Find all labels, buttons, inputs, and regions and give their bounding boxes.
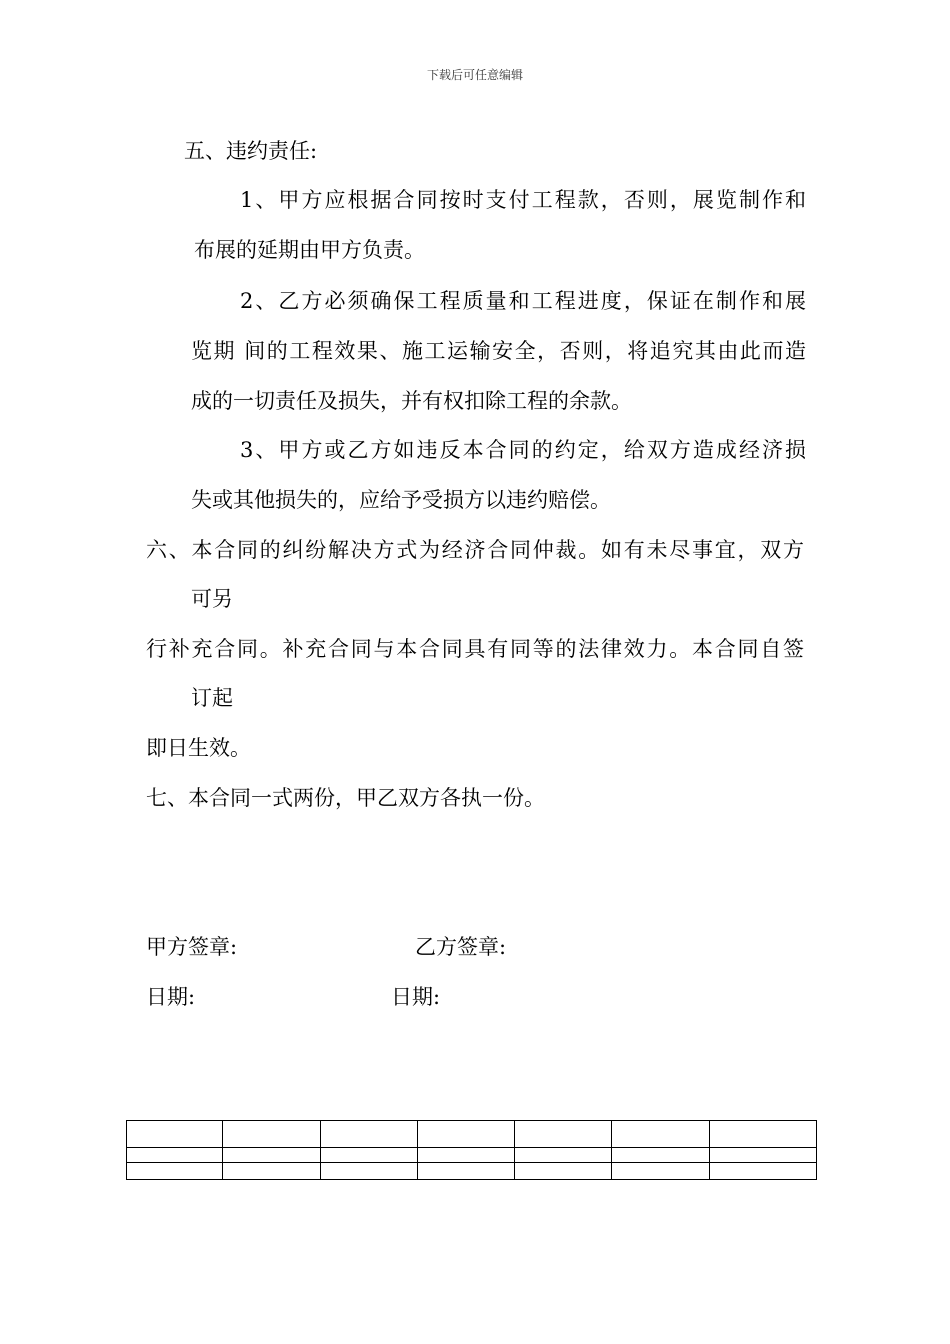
section-5-item-3-line-1: 3、甲方或乙方如违反本合同的约定，给双方造成经济损 [240, 438, 806, 462]
section-6-line-5: 即日生效。 [146, 736, 251, 760]
section-5-item-2-line-1: 2、乙方必须确保工程质量和工程进度，保证在制作和展 [240, 289, 806, 313]
section-6-line-1: 六、本合同的纠纷解决方式为经济合同仲裁。如有未尽事宜，双方 [146, 538, 804, 562]
party-b-signature-label: 乙方签章: [415, 935, 507, 959]
section-5-item-1-line-2: 布展的延期由甲方负责。 [194, 238, 425, 262]
table-cell [710, 1148, 817, 1163]
table-cell [612, 1148, 710, 1163]
blank-table [126, 1120, 817, 1180]
section-5-title: 五、违约责任: [184, 139, 318, 163]
table-cell [127, 1163, 223, 1180]
table-cell [223, 1148, 321, 1163]
table-cell [710, 1121, 817, 1148]
table-cell [321, 1148, 418, 1163]
party-b-date-label: 日期: [391, 985, 441, 1009]
section-6-line-2: 可另 [191, 587, 233, 611]
table-row [127, 1148, 817, 1163]
table-cell [418, 1148, 515, 1163]
table-cell [710, 1163, 817, 1180]
table-cell [223, 1121, 321, 1148]
table-row [127, 1121, 817, 1148]
section-5-item-1-line-1: 1、甲方应根据合同按时支付工程款，否则，展览制作和 [240, 188, 806, 212]
table-cell [418, 1163, 515, 1180]
section-7: 七、本合同一式两份，甲乙双方各执一份。 [146, 786, 545, 810]
section-5-item-3-line-2: 失或其他损失的，应给予受损方以违约赔偿。 [191, 488, 611, 512]
table-cell [612, 1163, 710, 1180]
party-a-signature-label: 甲方签章: [146, 935, 238, 959]
party-a-date-label: 日期: [146, 985, 196, 1009]
table-cell [321, 1121, 418, 1148]
table-cell [515, 1121, 612, 1148]
table-cell [515, 1148, 612, 1163]
section-6-line-3: 行补充合同。补充合同与本合同具有同等的法律效力。本合同自签 [146, 637, 804, 661]
section-5-item-2-line-2: 览期 间的工程效果、施工运输安全，否则，将追究其由此而造 [191, 339, 806, 363]
table-cell [515, 1163, 612, 1180]
table-cell [127, 1121, 223, 1148]
table-cell [223, 1163, 321, 1180]
section-5-item-2-line-3: 成的一切责任及损失，并有权扣除工程的余款。 [191, 389, 632, 413]
table-cell [418, 1121, 515, 1148]
table-row [127, 1163, 817, 1180]
table-cell [612, 1121, 710, 1148]
page-header: 下载后可任意编辑 [426, 68, 523, 82]
section-6-line-4: 订起 [191, 686, 233, 710]
table-cell [127, 1148, 223, 1163]
table-cell [321, 1163, 418, 1180]
